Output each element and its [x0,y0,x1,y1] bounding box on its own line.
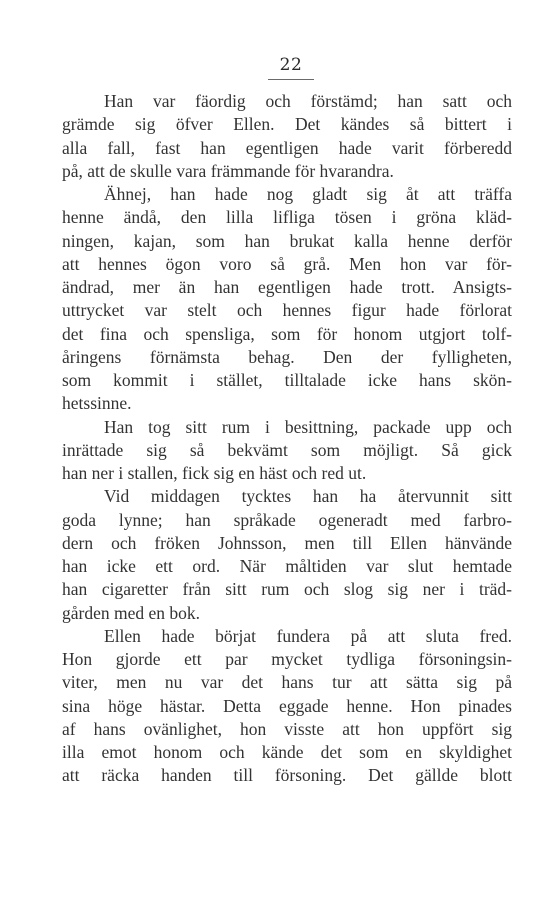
text-line: han ner i stallen, fick sig en häst och red ut. [62,463,367,483]
page-number-rule [268,79,314,80]
text-line: sina höge hästar. Detta eggade henne. Hon pinades [62,695,512,716]
text-line: Ellen hade börjat fundera på att sluta fred. [104,625,512,646]
text-line: gården med en bok. [62,602,201,623]
text-line: grämde sig öfver Ellen. Det kändes så bittert i [62,114,512,135]
text-line: åringens förnämsta behag. Den der fylligheten, [62,346,512,367]
text-line: han cigaretter från sitt rum och slog sig ner i träd- [62,579,512,600]
text-line: som kommit i stället, tilltalade icke hans skön- [62,370,512,390]
text-line: hetssinne. [62,393,132,414]
text-line: henne ändå, den lilla lifliga tösen i gröna kläd- [62,207,512,228]
text-line: inrättade sig så bekvämt som möjligt. Så gick [62,439,512,460]
text-line: Ähnej, han hade nog gladt sig åt att träffa [104,184,512,204]
text-line: att hennes ögon voro så grå. Men hon var för- [62,253,512,274]
text-line: Han var fäordig och förstämd; han satt och [104,91,512,111]
text-line: på, att de skulle vara främmande för hvarandra. [62,160,394,181]
text-line: viter, men nu var det hans tur att sätta sig på [62,672,512,693]
text-line: att räcka handen till försoning. Det gällde blott [62,765,512,786]
text-line: dern och fröken Johnsson, men till Ellen hänvände [62,532,512,553]
text-line: Vid middagen tycktes han ha återvunnit sitt [104,486,512,507]
text-line: uttrycket var stelt och hennes figur hade förlorat [62,300,512,321]
body-text [62,90,512,788]
text-line: ningen, kajan, som han brukat kalla henne derför [62,230,512,251]
text-line: alla fall, fast han egentligen hade varit förberedd [62,137,512,158]
text-line: han icke ett ord. När måltiden var slut hemtade [62,556,512,576]
text-line: illa emot honom och kände det som en skyldighet [62,742,512,762]
text-line: af hans ovänlighet, hon visste att hon uppfört sig [62,718,512,739]
text-line: goda lynne; han språkade ogeneradt med farbro- [62,509,512,530]
text-line: Hon gjorde ett par mycket tydliga försoningsin- [62,649,512,669]
text-line: Han tog sitt rum i besittning, packade upp och [104,416,512,437]
text-line: det fina och spensliga, som för honom utgjort tolf- [62,323,512,344]
page-number: 22 [279,55,303,75]
text-line: ändrad, mer än han egentligen hade trott. Ansigts- [62,277,512,297]
